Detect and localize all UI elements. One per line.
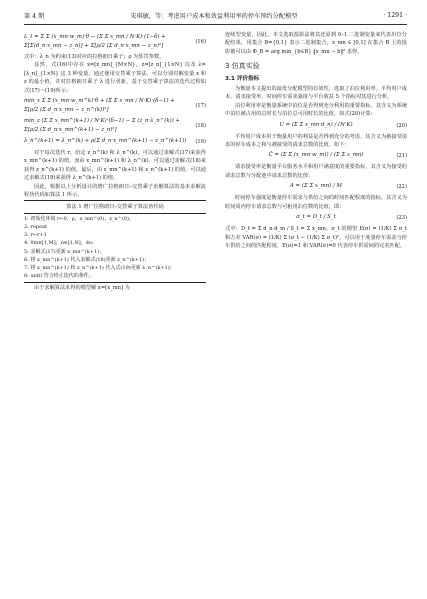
equation-23-number: (23) — [396, 214, 407, 221]
paragraph: 连续型变量，因此，本文选取投影法将其还原到 0–1 二进制变量来代表出位分配结果。用集合 B={0,1} 表示二进制集合，x_mn ∈ [0,1] 在集合 B 上的投影被可以由 Φ_B = arg min_{b∈B} ‖x_mn − b‖² 求得。 — [225, 32, 407, 55]
equation-17-body: min_x Σ Σ (x_mn·w_m^k)·θ + (Σ Σ x_mn / N·K)·(δ−1) + Σ[ρ/2 (Σ d_n·x_mn − z_n^(k))²] — [24, 98, 175, 114]
algorithm-title: 算法 1 增广拉格朗日–交替乘子算法伪代码 — [66, 204, 164, 211]
equation-22-number: (22) — [396, 184, 407, 191]
equation-21-body: C̄ = (Σ Σ (x_mn·w_m)) / (Σ Σ x_mn) — [268, 152, 364, 159]
paragraph: 由于求解算法求得的模型解 x=[x_mn] 为 — [34, 284, 130, 291]
equation-20 — [225, 121, 407, 131]
equation-22-body: A = (Σ Σ x_mn) / M — [289, 183, 343, 190]
algorithm-line: 8: until 符合终止迭代的条件。 — [24, 273, 94, 280]
issue-label: 第 4 期 — [24, 12, 45, 20]
equation-16-body: L_t = Σ Σ (x_mn·w_m)·θ − (Σ Σ x_mn / N·K)·(1−δ) + Σ[Σ(d_n·x_mn − z_n)] + Σ[ρ/2 (Σ d_n·x_mn − z_n)²] — [24, 34, 166, 49]
paragraph: 为衡量本文提出的最优分配模型的有效性，选取了泊位利用率、平均用户成本、请求接受率、时间停车需求强度与平台收益 5 个指标对其进行分析。 — [225, 86, 407, 101]
algorithm-top-rule — [24, 200, 206, 201]
paragraph: 平均用户成本用于衡量用户的利益是否得到充分的考虑，其含义为被接受请求的停车成本之和与被接受的请求总数的比值，如下： — [225, 133, 407, 149]
equation-19 — [24, 137, 206, 147]
equation-23 — [225, 213, 407, 223]
equation-17 — [24, 97, 206, 115]
paragraph: 泊位利用率是衡量系统中泊位是否得到充分利用的重要指标，其含义为系统中泊位被占用的总时长与泊位总可用时长的比值，如式(20)计算： — [225, 102, 407, 118]
equation-21 — [225, 151, 407, 161]
algorithm-line: 3: r←r+1 — [24, 232, 47, 239]
equation-22 — [225, 182, 407, 192]
equation-17-number: (17) — [195, 102, 206, 109]
equation-16-number: (16) — [195, 38, 206, 45]
algorithm-line: 4: ∀m∈[1,M]，n∈[1,N]，do: — [24, 240, 94, 247]
equation-16 — [24, 33, 206, 51]
equation-18 — [24, 117, 206, 135]
paragraph: 式中：λ_n 为约束(13)对应的拉格朗日乘子；ρ 为惩罚参数。 — [24, 54, 165, 60]
paragraph: 时间停车强度是衡量停车需求与供给之间的时间匹配程度的指标，其含义为时间周内停车请求总数与可租用泊位数的比值，即： — [225, 195, 407, 210]
equation-20-number: (20) — [396, 122, 407, 129]
equation-21-number: (21) — [396, 153, 407, 160]
equation-23-body: σ_t = D_t / S_t — [296, 214, 336, 221]
page-number: · 1291 · — [383, 11, 407, 19]
left-column — [24, 31, 206, 292]
equation-20-body: U = (Σ Σ x_mn·d_n) / (N·K) — [279, 121, 353, 128]
paragraph: 式中：D_t = Σ d_n·d_m / S_t = Σ x_mn，σ_t 的期望 E(σ) = (1/K) Σ σ_t 和方差 VAR(σ) = (1/K) Σ (σ_t − (1/K) Σ σ_t)²，可以用于度量停车需求与停车供给之间的匹配程度，E(σ)=1 和 VAR(σ)=0 代表停车供需间的完美匹配。 — [225, 226, 407, 249]
running-title: 宋琪敏，等：考虑用户成本和效益利用率的停车预约分配模型 — [130, 12, 298, 20]
paragraph: 请求接受率是衡量平台服务水平和用户满意度的重要指标，其含义为接受的请求总数与分配池中请求总数的比值： — [225, 164, 407, 179]
right-column — [225, 31, 407, 250]
algorithm-bottom-rule — [24, 282, 206, 283]
algorithm-title-rule — [24, 213, 206, 214]
section-heading: 3 仿真实验 — [225, 62, 260, 71]
algorithm-line: 1: 初始化环境 r←0，ρ，x_mn^(0)，z_n^(0)。 — [24, 215, 134, 222]
paragraph: 对于每次迭代 r，给定 z_n^(k) 和 λ_n^(k)，可以通过求解式(17)来获得 x_mn^(k+1) 的值。而由 x_mn^(k+1) 和 λ_n^(k)，可以通过求解式(18)来获得 z_n^(k+1) 的值。最后，由 x_mn^(k+1) 和 z_n^(k+1) 的值，可以通过求解式(19)来获得 λ_n^(k+1) 的值。 — [24, 150, 206, 182]
equation-19-number: (19) — [195, 138, 206, 145]
algorithm-line: 5: 求解式(17)更新 x_mn^(k+1)； — [24, 248, 105, 255]
algorithm-line: 7: 将 x_mn^(k+1) 和 z_n^(k+1) 代入式(19)更新 λ_n^(k+1)； — [24, 265, 175, 272]
header-rule — [24, 24, 407, 25]
page-header — [24, 8, 407, 22]
algorithm-line: 2: repeat — [24, 224, 47, 231]
subsection-heading: 3.1 评价指标 — [225, 75, 260, 82]
algorithm-line: 6: 将 x_mn^(k+1) 代入求解式(18)更新 z_n^(k+1)； — [24, 256, 150, 263]
equation-19-body: λ_n^(k+1) = λ_n^(k) + ρ(Σ d_n·x_mn^(k+1) − z_n^(k+1)) — [24, 138, 187, 145]
paragraph: 因此，根据以上分析设计的增广拉格朗日–交替乘子求解算法的基本求解流程伪代码如算法 1 所示。 — [24, 183, 206, 199]
equation-18-number: (18) — [195, 122, 206, 129]
algorithm-body — [24, 215, 206, 281]
paragraph: 显然，式(16)中存在 x=[x_mn]_{M×N}，z=[z_n]_{1×N} 以及 λ=[λ_n]_{1×N} 这 3 种变量，通过使用交替乘子算法，可以分别对解变量 x 和 z 的最小值，并对拉格朗日乘子 λ 进行更新。基于交替乘子算法的迭代过程如式(17)～(19)所示： — [24, 62, 206, 94]
equation-18-body: min_z (Σ Σ x_mn^(k+1) / N·K)·(δ−1) − Σ (z_n·λ_n^(k)) + Σ[ρ/2 (Σ d_n·x_mn^(k+1) − z_n)²] — [24, 118, 181, 134]
